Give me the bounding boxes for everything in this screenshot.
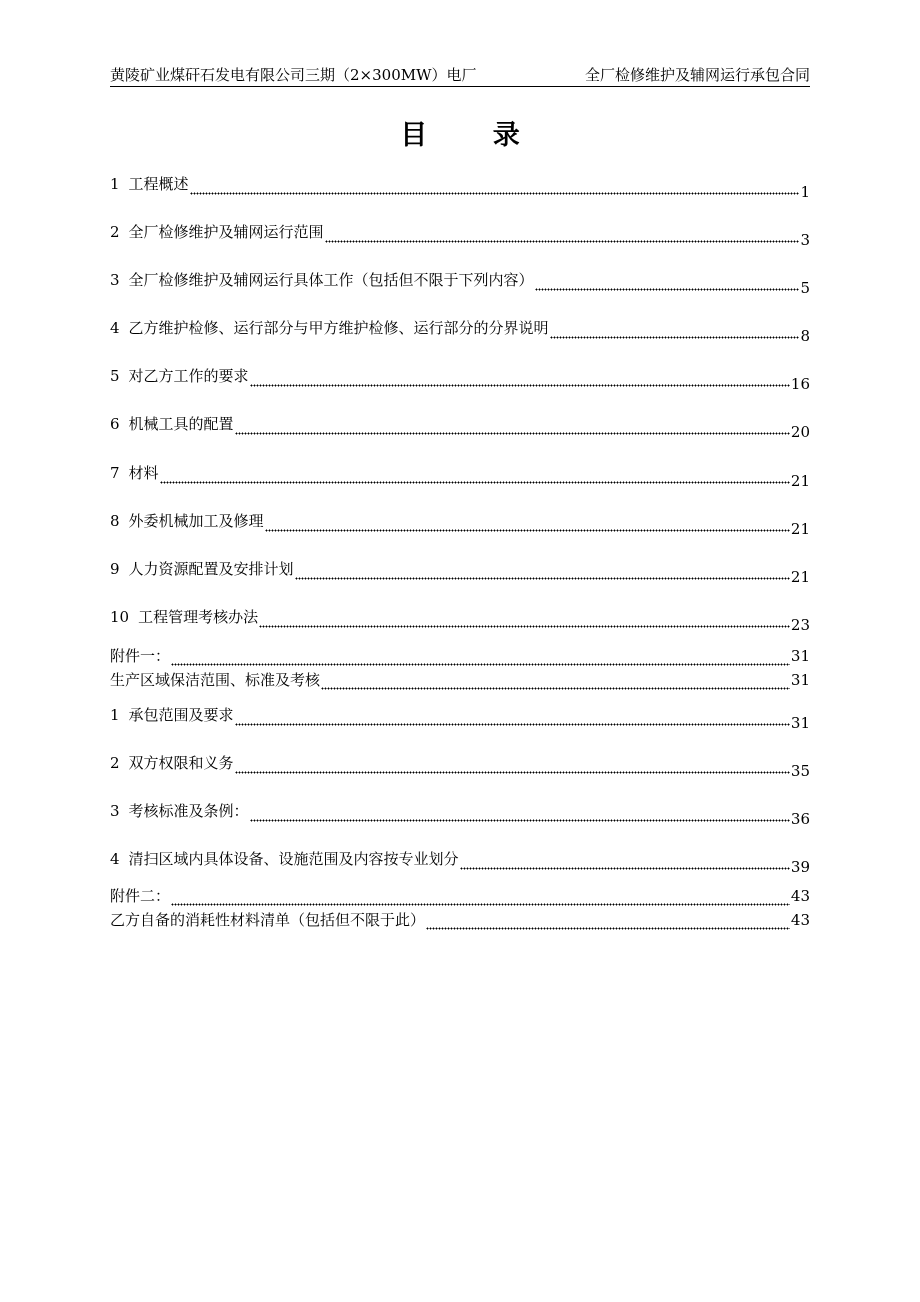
toc-dot-leader: [250, 808, 790, 822]
toc-dot-leader: [259, 614, 790, 628]
toc-dot-leader: [460, 856, 790, 870]
toc-page-number: 39: [790, 858, 810, 876]
toc-page-number: 16: [790, 375, 810, 393]
toc-dot-leader: [235, 760, 790, 774]
toc-page-number: 31: [790, 671, 810, 689]
toc-entry-text: 双方权限和义务: [128, 754, 234, 772]
toc-entry[interactable]: [110, 910, 810, 932]
toc-dot-leader: [171, 646, 790, 666]
toc-page-number: 43: [790, 911, 810, 929]
toc-entry-text: 外委机械加工及修理: [128, 512, 264, 530]
toc-entry[interactable]: [110, 463, 810, 490]
toc-page-number: 5: [800, 279, 810, 297]
toc-entry[interactable]: [110, 801, 810, 828]
toc-entry-number: 2: [110, 754, 120, 772]
toc-entry-label: [110, 270, 534, 290]
toc-dot-leader: [325, 229, 800, 243]
toc-entry-label: [110, 222, 324, 242]
toc-entry[interactable]: [110, 607, 810, 634]
toc-page-number: 21: [790, 520, 810, 538]
toc-entry-label: [110, 705, 234, 725]
toc-entry-text: 全厂检修维护及辅网运行具体工作（包括但不限于下列内容）: [128, 271, 534, 289]
toc-entry[interactable]: [110, 886, 810, 908]
toc-entry[interactable]: [110, 849, 810, 876]
toc-entry[interactable]: [110, 174, 810, 201]
toc-dot-leader: [535, 277, 800, 291]
toc-entry-number: 7: [110, 464, 120, 482]
toc-entry-text: 生产区域保洁范围、标准及考核: [110, 671, 321, 689]
toc-entry-text: 附件一：: [110, 647, 171, 665]
toc-entry-text: 乙方自备的消耗性材料清单（包括但不限于此）: [110, 911, 426, 929]
toc-entry-text: 对乙方工作的要求: [128, 367, 249, 385]
toc-entry-text: 乙方维护检修、运行部分与甲方维护检修、运行部分的分界说明: [128, 319, 549, 337]
toc-entry-label: [110, 910, 425, 930]
toc-dot-leader: [235, 712, 790, 726]
toc-page-number: 8: [800, 327, 810, 345]
toc-dot-leader: [426, 910, 790, 930]
toc-entry-label: [110, 559, 294, 579]
toc-page-number: 35: [790, 762, 810, 780]
toc-entry[interactable]: [110, 559, 810, 586]
toc-entry-label: [110, 511, 264, 531]
header-company: 黄陵矿业煤矸石发电有限公司三期（2×300MW）电厂: [110, 66, 477, 84]
toc-entry-text: 承包范围及要求: [128, 706, 234, 724]
toc-dot-leader: [160, 470, 790, 484]
toc-dot-leader: [250, 373, 790, 387]
toc-page-number: 31: [790, 647, 810, 665]
toc-entry-label: [110, 801, 249, 821]
toc-entry-text: 附件二：: [110, 887, 171, 905]
toc-entry-number: 6: [110, 415, 120, 433]
toc-entry-number: 2: [110, 223, 120, 241]
toc-entry-text: 机械工具的配置: [128, 415, 234, 433]
toc-entry-number: 4: [110, 850, 120, 868]
toc-entry-number: 9: [110, 560, 120, 578]
toc-page-number: 31: [790, 714, 810, 732]
toc-page-number: 1: [800, 183, 810, 201]
toc-entry-text: 工程概述: [128, 175, 189, 193]
toc-entry-number: 3: [110, 271, 120, 289]
header-contract-title: 全厂检修维护及辅网运行承包合同: [584, 66, 810, 84]
toc-page-number: 23: [790, 616, 810, 634]
toc-entry[interactable]: [110, 270, 810, 297]
toc-page-number: 36: [790, 810, 810, 828]
toc-page-number: 20: [790, 423, 810, 441]
toc-dot-leader: [235, 421, 790, 435]
toc-dot-leader: [550, 325, 800, 339]
toc-page-number: 21: [790, 472, 810, 490]
toc-entry-label: [110, 753, 234, 773]
toc-entry-number: 8: [110, 512, 120, 530]
toc-dot-leader: [190, 181, 800, 195]
toc-entry-label: [110, 174, 189, 194]
toc-entry-number: 1: [110, 175, 120, 193]
toc-page-number: 43: [790, 887, 810, 905]
toc-dot-leader: [265, 518, 790, 532]
toc-entry-label: [110, 646, 170, 666]
toc-entry-label: [110, 607, 258, 627]
toc-entry[interactable]: [110, 646, 810, 668]
toc-entry-number: 4: [110, 319, 120, 337]
toc-entry[interactable]: [110, 670, 810, 692]
toc-entry-label: [110, 670, 320, 690]
toc-entry-label: [110, 463, 159, 483]
toc-entry[interactable]: [110, 318, 810, 345]
toc-entry-number: 3: [110, 802, 120, 820]
toc-entry-number: 5: [110, 367, 120, 385]
toc-entry-number: 1: [110, 706, 120, 724]
toc-dot-leader: [171, 886, 790, 906]
toc-entry-label: [110, 366, 249, 386]
toc-entry-text: 清扫区域内具体设备、设施范围及内容按专业划分: [128, 850, 459, 868]
toc-dot-leader: [321, 670, 790, 690]
toc-entry[interactable]: [110, 414, 810, 441]
page-header: [110, 66, 810, 87]
toc-page-number: 21: [790, 568, 810, 586]
toc-entry-label: [110, 886, 170, 906]
toc-entry[interactable]: [110, 222, 810, 249]
toc-entry[interactable]: [110, 366, 810, 393]
toc-entry-number: 10: [110, 608, 130, 626]
toc-entry[interactable]: [110, 705, 810, 732]
page-title: 目 录: [400, 120, 548, 151]
toc-entry-text: 考核标准及条例：: [128, 802, 249, 820]
toc-page-number: 3: [800, 231, 810, 249]
toc-entry-text: 工程管理考核办法: [138, 608, 259, 626]
toc-entry-text: 人力资源配置及安排计划: [128, 560, 294, 578]
toc-dot-leader: [295, 566, 790, 580]
toc-entry-label: [110, 318, 549, 338]
toc-entry-text: 材料: [128, 464, 159, 482]
toc-entry-label: [110, 414, 234, 434]
toc-entry[interactable]: [110, 753, 810, 780]
toc-entry[interactable]: [110, 511, 810, 538]
toc-entry-label: [110, 849, 459, 869]
toc-entry-text: 全厂检修维护及辅网运行范围: [128, 223, 324, 241]
